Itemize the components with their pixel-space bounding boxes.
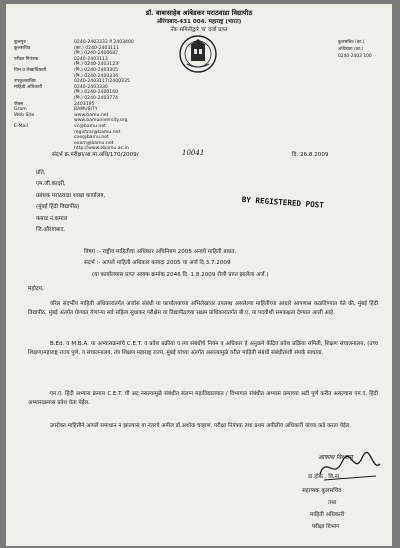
paragraph-1: वरिल संदर्भीय माहिती अधिकारांतर्गत अर्जास संबंधी या कार्यालयाच्या अभिलेखावर उपलब्ध असलेल्या माहितीच्या आधारे आपणास कळविण्यात येते की, मुंबई हिंदी विद्यापीठ, मुंबई अंतर्गत घेण्यात येणाऱ्या सर्व सहित्य सुधाकर परीक्षेस या विद्यापीठाच्या सक्षम प्राधिकारांतर्गत बी.ए. या पदवीशी समकक्षता देण्यात आली आहे. — [28, 301, 378, 316]
registered-post-stamp: BY REGISTERED POST — [241, 195, 325, 210]
contact-value: 0240-2403333 ते 2403400 — [74, 40, 134, 45]
contact-label: परीक्षा नियंत्रक — [14, 56, 39, 62]
addressee-line-5: कबाड नं.कमाल — [36, 216, 68, 222]
right-contact-1: कुलसचिव (का.) — [338, 40, 365, 45]
contact-value: 0240-2403117/2400335 — [74, 79, 130, 85]
reference-line: संदर्भ :- आपले माहिती अधिकार कायदा 2005 चा अर्ज दि.3.7.2009 — [84, 260, 231, 266]
reference-handwritten-number: 10041 — [182, 149, 205, 157]
addressee-line-3: प्रबंधक मराठवाडा शाखा कार्यालय, — [36, 193, 106, 199]
contact-value: (नि.) 0240-2403123 — [74, 62, 119, 68]
signature-handwritten: आकाश विश्वासू — [318, 454, 353, 461]
signatory-title: सहाय्यक कुलसचिव — [302, 488, 342, 494]
right-contact-3: 0240-2403 100 — [338, 54, 372, 59]
contact-value: vc@bamu.net — [74, 124, 106, 129]
contact-label: माहिती अधिकारी — [14, 84, 43, 90]
contact-label: फॅक्स — [14, 101, 24, 107]
addressee-line-4: (मुंबई हिंदी विद्यापीठ) — [36, 204, 80, 210]
accreditation-line: नॅक समितीद्वारे 'ब' दर्जा प्राप्त — [170, 27, 228, 33]
university-emblem-icon — [178, 34, 218, 74]
right-contact-2: अधिष्ठाता (का.) — [338, 47, 364, 52]
addressee-line-6: जि.औरंगाबाद. — [36, 227, 66, 233]
university-address: औरंगाबाद-431 004. महाराष्ट्र (भारत) — [156, 19, 242, 25]
addressee-line-2: एम.जी.कादरी, — [36, 181, 66, 187]
contact-value: 0240-2403113 — [74, 56, 108, 62]
signatory-department: परीक्षा विभाग — [312, 524, 340, 530]
contact-value: (नि.) 0240-2400687 — [74, 51, 119, 57]
subject-line: विषय :- राष्ट्रीय माहितीचा अधिकार अधिनियम 2005 अन्वये माहिती बाबत. — [84, 249, 237, 255]
contact-value: exam@bamu.net — [74, 140, 114, 146]
contact-value: registrar@bamu.net — [74, 129, 121, 135]
contact-value: (नि.) 0240-2400160 — [74, 90, 119, 96]
contact-label: कुलगुरु — [14, 40, 26, 45]
paragraph-2: B.Ed. व M.B.A. या अभ्यासक्रमांचे C.E.T. व प्रवेश प्रक्रीया व त्या संबंधीचे नियम व अधिकार हे अनुक्रमे केंद्रिय प्रवेश प्रक्रिया समिती, शिक्षण संचालनालय, (उच्च शिक्षण)महाराष्ट्र राज्य पुणे, व संचालनालय, तंत्र शिक्षण महाराष्ट्र राज्य, मुंबई यांच्या अंतर्गत असल्यामुळे वरील माहिती संबंधी संबंधीतांशी संपर्क साधावा. — [28, 341, 378, 356]
contact-value: (नि.) 0240-2403305 — [74, 68, 119, 73]
letter-date: दि. 26.8.2009 — [292, 152, 329, 158]
letter-page — [6, 4, 392, 546]
contact-value: (नि.) 0240-2403774 — [74, 96, 119, 101]
signatory-conjunction: तथा — [328, 500, 337, 506]
signature-scribble-icon — [314, 446, 384, 488]
contact-value: www.bamuniversity.org — [74, 118, 128, 124]
contact-value: www.bamu.net — [74, 112, 109, 118]
contact-value: coe@bamu.net — [74, 135, 109, 141]
contact-value: 2403195 — [74, 101, 95, 107]
contact-value: BAMUSITY — [74, 107, 98, 113]
addressee-line-1: प्रति, — [36, 170, 46, 176]
paragraph-4: उपरोक्त माहितीने आपले समाधान न झाल्यास या नंतरचे अपील डॉ.अशोक चव्हाण, परीक्षा नियंत्रक तथा प्रथम अपीलीय अधिकारी यांच्या कडे करता येईल. — [50, 423, 352, 429]
contact-label: Gram — [14, 107, 27, 113]
contact-value: (का.) 0240-2403111 — [74, 45, 120, 51]
reference-number: संदर्भ क्र.परीक्षा/आ.मा.अधि/170/2009/ — [52, 152, 139, 158]
signatory-name: डा.होके . वि.ना. — [308, 474, 341, 480]
contact-value: 0240-2403330 — [74, 84, 108, 90]
contact-value: http://www.ebamu.ac.in — [74, 146, 129, 152]
office-note-line: (या कार्यालयास प्राप्त आवक क्रमांक 2046 दि. 1.8.2009 रोजी प्राप्त झालेला अर्ज.) — [92, 272, 269, 278]
contact-value: (नि.) 0240-2400334 — [74, 73, 119, 79]
salutation: महोदय, — [28, 286, 44, 292]
contact-label: E-Mail — [14, 124, 28, 129]
contact-label: Web Site — [14, 112, 35, 118]
signatory-role: माहिती अधिकारी — [310, 512, 345, 518]
university-name: डॉ. बाबासाहेब आंबेडकर मराठवाडा विद्यापीठ — [145, 9, 253, 17]
paragraph-3: एम.ए. हिंदी अभ्यास क्रमास C.E.T. ची अट नसल्यामुळे संबंधीत संलग्न महाविद्यालयात / विभागात संबंधीत अभ्यास क्रमाच्या अटी पूर्ण करीत असल्यास एम.ए. हिंदी अभ्यासक्रमास प्रवेश घेता येईल. — [28, 391, 378, 406]
contact-label: वित्त व लेखाधिकारी — [14, 68, 47, 73]
contact-label: उपकुलसचिव — [14, 79, 36, 85]
contact-label: कुलसचिव — [14, 45, 31, 51]
